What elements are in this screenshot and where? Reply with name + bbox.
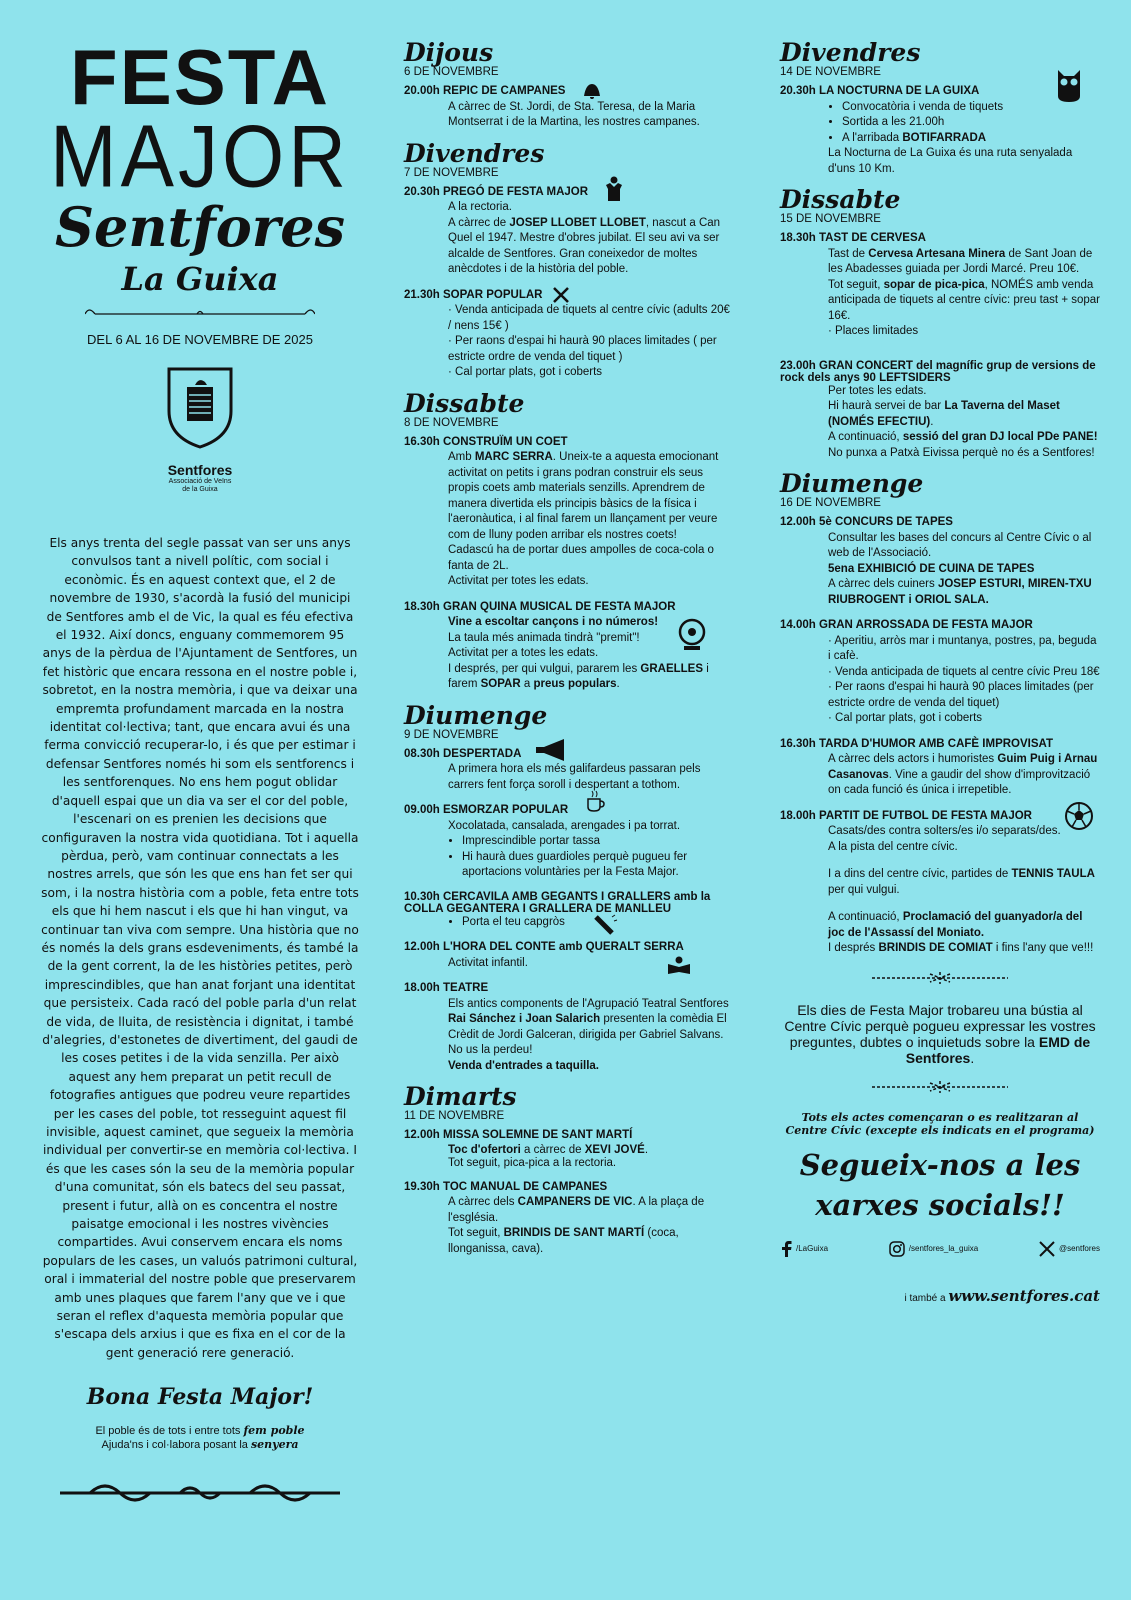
event-heading: 18.30h TAST DE CERVESA [780,232,926,244]
event-text-bold: Cervesa Artesana Minera [868,247,1006,260]
title-festa: FESTA [70,33,330,121]
date-9-nov: 9 DE NOVEMBRE [404,728,499,741]
event-heading: 20.30h PREGÓ DE FESTA MAJOR [404,185,589,198]
list-item: • Imprescindible portar tassa [462,834,734,850]
event-coet [404,435,734,590]
event-heading: 23.00h GRAN CONCERT del magnífic grup de versions de rock dels anys 90 LEFTSIDERS [780,359,1096,384]
event-heading: 08.30h DESPERTADA [404,747,522,760]
event-line: · Cal portar plats, got i coberts [448,366,603,378]
event-heading: 14.00h GRAN ARROSSADA DE FESTA MAJOR [780,619,1033,631]
footer-line1-emph: fem poble [243,1424,305,1438]
event-heading: 19.30h TOC MANUAL DE CAMPANES [404,1180,608,1193]
list-item: • Convocatòria i venda de tiquets [842,100,1100,116]
footer-line2: Ajuda'ns i col·labora posant la [101,1439,248,1452]
event-cercavila [404,891,734,931]
event-text: a càrrec de [520,1143,585,1156]
bell-icon [580,82,602,100]
megaphone-icon [534,739,568,761]
event-text: Tot seguit, [448,1227,504,1239]
tots-els-actes: Tots els actes començaran o es realitzaran al Centre Cívic (excepte els indicats en el programa) [785,1110,1095,1137]
event-text-bold: BRINDIS DE COMIAT [878,942,993,954]
event-text-bold: sessió del gran DJ local PDe PANE! [902,431,1098,443]
event-text: (coca, llonganissa, cava). [448,1227,679,1255]
event-text: . Vine a gaudir del show d'improvització on cada funció és única i irrepetible. [828,768,1091,796]
date-7-nov: 7 DE NOVEMBRE [404,166,499,179]
day-dijous: Dijous [404,38,494,67]
event-text-bold: BRINDIS DE SANT MARTÍ [503,1227,645,1239]
bustia-text: . [970,1049,975,1066]
bingo-drum-icon [676,618,708,652]
speaker-podium-icon [604,175,624,201]
event-line: La taula més animada tindrà "premit"! [448,631,640,644]
event-text-bold: XEVI JOVÉ [584,1143,645,1156]
event-body: Activitat infantil. [448,956,528,969]
list-item: • Sortida a les 21.00h [842,115,1100,131]
event-heading: 21.30h SOPAR POPULAR [404,288,543,301]
date-11-nov: 11 DE NOVEMBRE [404,1110,505,1122]
bustia-text: Els dies de Festa Major trobareu una bústia al Centre Cívic perquè pogueu expressar les vostres preguntes, dubtes o inquietuds sobre la [784,1001,1096,1050]
event-text: . Uneix-te a aquesta emocionant activitat on petits i grans podran construir els seus propis coets amb materials senzills. Aprendrem de manera divertida els principis bàsics de la física i l'aeronàutica, i al final farem un llançament per veure com de lluny poden arribar els nostres coets! [448,451,719,541]
instagram-icon [889,1241,905,1257]
event-line: Consultar les bases del concurs al Centre Cívic o al web de l'Associació. [828,531,1092,559]
event-heading: 12.00h 5è CONCURS DE TAPES [780,516,953,528]
day-divendres-7: Divendres [404,138,545,168]
event-tast-cervesa [780,231,1100,340]
date-14-nov: 14 DE NOVEMBRE [780,66,881,78]
scroll-ornament-icon [50,1478,350,1508]
event-quina-musical [404,600,734,693]
separator-ornament [780,1080,1100,1097]
event-text: Tot seguit, [828,278,884,291]
event-text: A càrrec dels cuiners [828,578,938,590]
list-item: • Porta el teu capgròs [462,915,734,931]
bona-festa-major: Bona Festa Major! [86,1384,314,1411]
event-line: · Cal portar plats, got i coberts [828,712,983,724]
event-heading: 18.00h PARTIT DE FUTBOL DE FESTA MAJOR [780,809,1032,822]
event-line: Xocolatada, cansalada, arengades i pa torrat. [448,819,681,832]
event-text: A càrrec dels [448,1196,518,1208]
event-line: · Per raons d'espai hi haurà 90 places limitades (per estricte ordre de venda del tiquet) [828,681,1094,709]
event-text: . [616,678,620,690]
facebook-icon [780,1241,792,1257]
event-text-bold: Toc d'ofertori [448,1143,521,1156]
event-prego [404,185,734,278]
fork-knife-icon [552,286,570,304]
event-text: a [520,678,534,690]
event-line: · Places limitades [828,325,919,337]
day-dimarts-11: Dimarts [404,1082,517,1111]
event-heading: 20.30h LA NOCTURNA DE LA GUIXA [780,85,980,97]
bustia-text-bold: EMD de Sentfores [905,1033,1091,1066]
event-text: A continuació, [828,431,903,443]
event-despertada [404,747,734,794]
event-line: A la pista del centre cívic. [828,840,958,853]
event-text-bold: JOSEP ESTURI, MIREN-TXU RIUBROGENT i ORIOL SALA. [828,578,1092,606]
event-sopar-popular [404,288,734,381]
event-text-bold: SOPAR [480,678,521,690]
association-sub2: de la Guixa [182,486,218,493]
event-line: · Per raons d'espai hi haurà 90 places limitades ( per estricte ordre de venda del tiquet ) [448,335,717,363]
date-16-nov: 16 DE NOVEMBRE [780,497,881,509]
ornament-divider [40,306,360,326]
event-text: I a dins del centre cívic, partides de [828,868,1012,880]
footer-line2-emph: senyera [250,1438,299,1452]
event-line: Casats/des contra solters/es i/o separats/des. [828,825,1061,837]
ornament-icon [870,971,1010,985]
day-diumenge-9: Diumenge [404,700,548,730]
event-text-bold: GRAELLES [640,662,704,675]
x-link[interactable] [1039,1241,1100,1257]
website[interactable] [780,1287,1100,1305]
event-line: Cadascú ha de portar dues ampolles de coca-cola o fanta de 2L. [448,544,714,572]
event-text-bold: BOTIFARRADA [902,131,987,144]
association-sub1: Associació de Veïns [168,478,232,485]
history-text: Els anys trenta del segle passat van ser uns anys convulsos tant a nivell polític, com social i econòmic. És en aquest context que, el 2 de novembre de 1930, s'acordà la fusió del municipi de Sentfores amb el de Vic, la qual es féu efectiva el 1932. Així doncs, enguany commemorem 95 anys de la pèrdua de l'Ajuntament de Sentfores, un fet històric que encara ressona en el nostre poble i, sobretot, en la nostra memòria, i que va deixar una empremta profundament marcada en la nostra identitat col·lectiva; tant, que encara avui és una ferma convicció recuperar-lo, i és que per estimar i defensar Sentfores només hi som els sentforencs i les sentforenques. No ens hem pogut oblidar d'aquell espai que un dia va ser el cor del poble, l'escenari on es prenien les decisions que configuraven la nostra vida quotidiana. Tot i aquella pèrdua, però, vam continuar connectats a les nostres arrels, que són les que ens han fet ser qui som, i la nostra història com a poble, feta entre tots els que hi hem nascut i els que hi han vingut, va continuar tan viva com sempre. Una història que no és només la dels grans esdeveniments, és també la de la gent corrent, la de les històries petites, però imprescindibles, que han anat forjant una identitat que persisteix. Cada racó del poble parla d'un relat de vida, de lluita, de resistència i dignitat, i també d'alegries, d'estonetes de divertiment, del gaudi de les coses petites i de la vida senzilla. Per això aquest any hem preparat un petit recull de fotografies antigues que podreu veure repartides per les cases del poble, tot resseguint aquest fil invisible, aquest caminet, que segueix la memòria individual per convertir-se en memòria col·lectiva. I és que les cases són la seu de la memòria popular d'una comunitat, són els batecs del seu passat, present i futur, allà on es concentra el nostre paisatge emocional i les nostres vivències compartides. Avui conservem encara els noms populars de les cases, un valuós patrimoni cultural, oral i immaterial del nostre poble que preservarem amb unes plaques que farem l'any que ve i que seran el reflex d'aquesta memòria popular que s'escapa dels arxius i que es fixa en el cor de la gent generació rere generació. [41,536,359,1360]
event-body: A càrrec de St. Jordi, de Sta. Teresa, de la Maria Montserrat i de la Martina, les nostres campanes. [448,100,700,128]
date-15-nov: 15 DE NOVEMBRE [780,213,881,225]
title-sentfores: Sentfores [54,195,345,259]
event-text: Els antics components de l'Agrupació Teatral Sentfores [448,997,729,1010]
event-text: A l'arribada [842,131,903,144]
bottom-ornament [40,1478,360,1513]
facebook-handle: /LaGuixa [796,1244,829,1253]
reading-book-icon [666,956,692,974]
event-text-bold: sopar de pica-pica [883,278,985,291]
event-repic-campanes [404,84,734,131]
event-heading: 18.00h TEATRE [404,982,489,994]
event-text: presenten la comèdia El Crèdit de Jordi Galceran, dirigida per Gabriel Salvans. [448,1013,727,1041]
event-line: Activitat per a totes les edats. [448,647,599,659]
day-divendres-14: Divendres [780,38,921,67]
event-text: . [644,1143,649,1156]
social-links [780,1241,1100,1257]
event-text: , nascut a Can Quel el 1947. Mestre d'obres jubilat. El seu avi va ser alcalde de Sentfores. Gran coneixedor de moltes anècdotes i de la història del poble. [448,216,721,275]
event-text-bold: JOSEP LLOBET LLOBET [509,216,646,229]
event-text: A càrrec dels actors i humoristes [828,753,998,765]
event-tarda-humor [780,737,1100,799]
event-toc-campanes [404,1180,734,1258]
event-text: , NOMÉS amb venda anticipada de tiquets al centre cívic: preu tast + sopar 16€. [828,278,1101,322]
x-icon [1039,1241,1055,1257]
event-text: Amb [448,451,475,463]
event-text: A càrrec de [448,216,510,229]
event-line: Activitat per totes les edats. [448,575,589,587]
event-text: A continuació, [828,911,903,923]
event-missa [404,1128,734,1170]
title-la-guixa: La Guixa [121,260,279,298]
event-text: de Sant Joan de les Abadesses guiada per Jordi Marcé. Preu 10€. [828,247,1093,275]
shield-icon [165,365,235,449]
event-heading: 18.30h GRAN QUINA MUSICAL DE FESTA MAJOR [404,600,676,613]
event-partit-futbol [780,809,1100,957]
facebook-link[interactable] [780,1241,828,1257]
event-arrossada [780,618,1100,727]
event-text-bold: preus populars [533,678,617,690]
title-major: MAJOR [50,107,350,206]
list-item: • Hi haurà dues guardioles perquè pugueu fer aportacions voluntàries per la Festa Major. [462,850,734,881]
event-text: I després, per qui vulgui, pararem les [448,662,641,675]
event-text: . A la plaça de l'església. [448,1196,705,1224]
association-name: Sentfores [167,462,233,478]
instagram-handle: /sentfores_la_guixa [908,1244,979,1253]
ornament-icon [85,306,315,322]
footer-line1: El poble és de tots i entre tots [95,1425,241,1438]
instagram-link[interactable] [889,1241,978,1257]
owl-icon [1054,68,1084,104]
middle-column [404,40,734,1267]
event-concurs-tapes [780,515,1100,608]
event-heading: 12.00h L'HORA DEL CONTE amb QUERALT SERRA [404,941,684,953]
event-text-bold: Rai Sánchez i Joan Salarich [448,1013,601,1025]
shield-logo [165,365,235,454]
event-heading: 10.30h CERCAVILA AMB GEGANTS I GRALLERS amb la COLLA GEGANTERA I GRALLERA DE MANLLEU [404,890,711,915]
x-handle: @sentfores [1058,1244,1100,1253]
event-body: A primera hora els més galifardeus passaran pels carrers fent força soroll i despertant a tothom. [448,763,701,791]
event-text: i farem [448,662,709,690]
left-column [40,33,360,1513]
event-heading: 20.00h REPIC DE CAMPANES [404,85,566,97]
event-line: 5ena EXHIBICIÓ DE CUINA DE TAPES [828,562,1035,575]
event-heading: 16.30h TARDA D'HUMOR AMB CAFÈ IMPROVISAT [780,737,1053,750]
flute-icon [594,913,618,935]
ornament-icon [870,1080,1010,1094]
segueix-nos: Segueix-nos a les xarxes socials!! [799,1147,1081,1222]
event-text-bold: La Taverna del Maset (NOMÉS EFECTIU) [828,400,1060,428]
website-prefix: i també a [904,1292,949,1304]
website-url: www.sentfores.cat [948,1286,1100,1305]
event-heading: 16.30h CONSTRUÏM UN COET [404,435,568,448]
event-line: · Venda anticipada de tiquets al centre cívic Preu 18€ [828,665,1100,678]
event-text: Tast de [828,247,869,260]
day-diumenge-16: Diumenge [780,469,924,498]
event-text-bold: Proclamació del guanyador/a del joc de l'Assassí del Moniato. [828,911,1083,939]
event-line: No us la perdeu! [448,1044,533,1056]
separator-ornament [780,971,1100,988]
event-line: Vine a escoltar cançons i no números! [448,616,659,628]
event-text: per qui vulgui. [828,883,900,896]
event-gran-concert [780,360,1100,462]
event-line: Venda d'entrades a taquilla. [448,1059,600,1072]
event-text: . [930,415,934,428]
event-line: · Aperitiu, arròs mar i muntanya, postres, pa, beguda i cafè. [828,634,1097,662]
bustia-note [780,1002,1100,1066]
event-text: Hi haurà servei de bar [828,400,945,412]
festival-dates: DEL 6 AL 16 DE NOVEMBRE DE 2025 [87,332,313,347]
footer-note [40,1424,360,1452]
event-esmorzar [404,803,734,881]
date-8-nov: 8 DE NOVEMBRE [404,416,499,429]
event-heading: 12.00h MISSA SOLEMNE DE SANT MARTÍ [404,1129,633,1141]
day-dissabte-8: Dissabte [404,388,525,418]
event-heading: 09.00h ESMORZAR POPULAR [404,804,569,816]
coffee-cup-icon [584,789,606,813]
event-line: Per totes les edats. [828,384,927,397]
event-nocturna [780,84,1100,177]
event-line: A la rectoria. [448,201,512,213]
soccer-ball-icon [1064,801,1094,831]
event-teatre [404,981,734,1074]
event-hora-conte [404,940,734,971]
event-line: · Venda anticipada de tiquets al centre cívic (adults 20€ / nens 15€ ) [448,304,730,332]
right-column [780,40,1100,1305]
event-line: Tot seguit, pica-pica a la rectoria. [448,1156,617,1169]
event-line: La Nocturna de La Guixa és una ruta senyalada d'uns 10 Km. [828,147,1073,175]
event-text: i fins l'any que ve!!! [992,942,1094,954]
date-6-nov: 6 DE NOVEMBRE [404,66,499,78]
event-text: I després [828,942,879,954]
event-text-bold: Guim Puig i Arnau Casanovas [828,753,1098,781]
event-text: No punxa a Patxà Eivissa perquè no és a Sentfores! [828,446,1095,459]
day-dissabte-15: Dissabte [780,185,901,214]
event-text-bold: CAMPANERS DE VIC [517,1196,633,1208]
event-text-bold: TENNIS TAULA [1011,868,1095,880]
event-text-bold: MARC SERRA [474,451,553,463]
